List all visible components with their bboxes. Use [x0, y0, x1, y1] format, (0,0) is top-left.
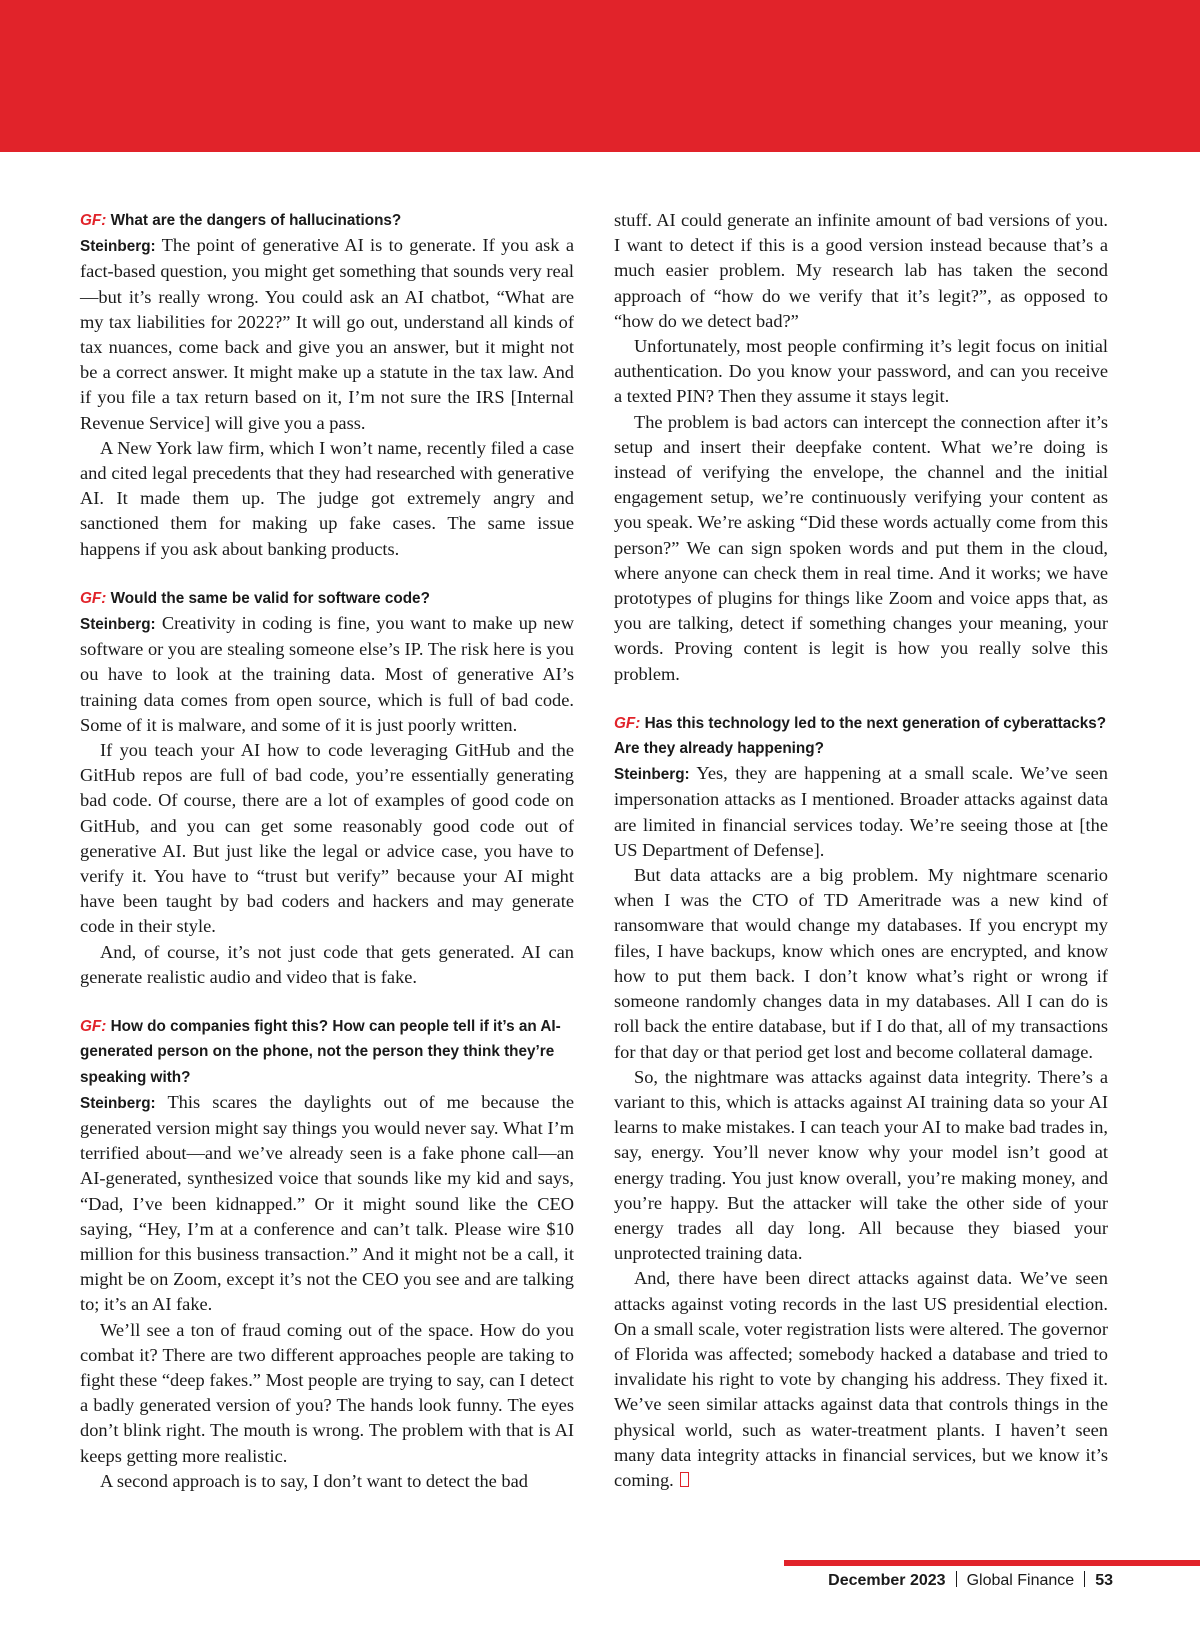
continued-answer	[614, 208, 1108, 687]
answer-paragraph: If you teach your AI how to code leveraging GitHub and the GitHub repos are full of bad code, you’re essentially generating bad code. Of course, there are a lot of examples of good code on GitHub, and you can get some reasonably good code out of generative AI. But just like the legal or advice case, you have to verify it. You have to “trust but verify” because your AI might have been taught by bad coders and hackers and may generate code in their style.	[80, 740, 574, 937]
answer-paragraph	[80, 233, 574, 436]
question-text: Would the same be valid for software code?	[110, 589, 430, 607]
paragraph-text: Yes, they are happening at a small scale. We’ve seen impersonation attacks as I mentioned. Broader attacks against data are limited in financial services today. We’re seeing those at [the US Department of Defense].	[614, 763, 1108, 860]
gf-label: GF:	[614, 714, 641, 732]
answer-paragraph: And, of course, it’s not just code that gets generated. AI can generate realistic audio and video that is fake.	[80, 941, 574, 987]
issue-date: December 2023	[828, 1572, 946, 1589]
paragraph-text: This scares the daylights out of me because the generated version might say things you would never say. What I’m terrified about—and we’ve already seen is a fake phone call—an AI-generated, synthesized voice that sounds like my kid and says, “Dad, I’ve been kidnapped.” Or it might sound like the CEO saying, “Hey, I’m at a conference and can’t talk. Please wire $10 million for this business transaction.” And it might not be a call, it might be on Zoom, except it’s not the CEO you see and are talking to; it’s an AI fake.	[80, 1091, 574, 1315]
gf-label: GF:	[80, 1018, 107, 1036]
page-number: 53	[1095, 1572, 1113, 1589]
speaker-label: Steinberg:	[80, 1094, 156, 1112]
answer-paragraph	[80, 611, 574, 738]
right-column	[614, 208, 1108, 1517]
answer-paragraph: A New York law firm, which I won’t name, recently filed a case and cited legal precedents that they had researched with generative AI. It made them up. The judge got extremely angry and sanctioned them for making up fake cases. The same issue happens if you ask about banking products.	[80, 437, 574, 559]
left-column	[80, 208, 574, 1518]
footer-divider	[956, 1571, 957, 1587]
answer-paragraph: stuff. AI could generate an infinite amount of bad versions of you. I want to detect if this is a good version instead because that’s a much easier problem. My research lab has taken the second approach of “how do we verify that it’s legit?”, as opposed to “how do we detect bad?”	[614, 210, 1108, 331]
answer-paragraph: The problem is bad actors can intercept the connection after it’s setup and insert their deepfake content. What we’re doing is instead of verifying the envelope, the channel and the initial engagement setup, we’re continuously verifying your content as you speak. We’re asking “Did these words actually come from this person?” We can sign spoken words and put them in the cloud, where anyone can check them in real time. And it works; we have prototypes of plugins for things like Zoom and voice apps that, as you are talking, detect if something changes your meaning, your words. Proving content is legit is how you really solve this problem.	[614, 411, 1108, 684]
question-text: Has this technology led to the next generation of cyberattacks? Are they already happening?	[614, 714, 1107, 758]
speaker-label: Steinberg:	[614, 766, 690, 784]
answer-paragraph: But data attacks are a big problem. My nightmare scenario when I was the CTO of TD Ameritrade was a new kind of ransomware that would change my databases. If you encrypt my files, I have backups, know which ones are encrypted, and know how to put them back. I don’t know what’s right or wrong if someone randomly changes data in my databases. All I can do is roll back the entire database, but if I do that, all of my transactions for that day or that period get lost and become collateral damage.	[614, 865, 1108, 1062]
page-footer	[828, 1570, 1113, 1592]
footer-divider	[1084, 1571, 1085, 1587]
answer-paragraph: Unfortunately, most people confirming it’s legit focus on initial authentication. Do you know your password, and can you receive a texted PIN? Then they assume it stays legit.	[614, 336, 1108, 407]
answer-paragraph: So, the nightmare was attacks against data integrity. There’s a variant to this, which is attacks against AI training data so your AI learns to make mistakes. I can teach your AI to make bad trades in, say, energy. You’ll never know why your model isn’t good at energy trading. You just know overall, you’re making money, and you’re happy. But the attacker will take the other side of your energy trades all day long. All because they biased your unprotected training data.	[614, 1066, 1108, 1264]
qa-section-2	[80, 586, 574, 990]
question-text: How do companies fight this? How can people tell if it’s an AI-generated person on the phone, not the person they think they’re speaking with?	[80, 1018, 561, 1086]
question	[80, 1014, 574, 1090]
gf-label: GF:	[80, 589, 107, 607]
end-of-article-icon	[680, 1472, 689, 1487]
answer-paragraph	[614, 1266, 1108, 1493]
qa-section-3	[80, 1014, 574, 1494]
publication-name: Global Finance	[966, 1572, 1075, 1589]
paragraph-text: The point of generative AI is to generate. If you ask a fact-based question, you might get something that sounds very real—but it’s really wrong. You could ask an AI chatbot, “What are my tax liabilities for 2022?” It will go out, understand all kinds of tax nuances, come back and give you an answer, but it might not be a correct answer. It might make up a statute in the tax law. And if you file a tax return based on it, I’m not sure the IRS [Internal Revenue Service] will give you a pass.	[80, 235, 575, 433]
answer-paragraph: A second approach is to say, I don’t want to detect the bad	[100, 1470, 528, 1491]
speaker-label: Steinberg:	[80, 238, 156, 256]
answer-paragraph	[614, 761, 1108, 863]
footer-red-rule	[784, 1560, 1200, 1566]
header-red-banner	[0, 0, 1200, 152]
speaker-label: Steinberg:	[80, 616, 156, 634]
question-text: What are the dangers of hallucinations?	[110, 212, 402, 229]
qa-section-1	[80, 208, 574, 562]
question	[80, 586, 574, 611]
qa-section-4	[614, 711, 1108, 1493]
question	[80, 208, 574, 233]
paragraph-text: And, there have been direct attacks against data. We’ve seen attacks against voting records in the last US presidential election. On a small scale, voter registration lists were altered. The governor of Florida was affected; somebody hacked a database and tried to invalidate his right to vote by changing his address. They fixed it. We’ve seen similar attacks against data that controls things in the physical world, such as water-treatment plants. I haven’t seen many data integrity attacks in financial services, but we know it’s coming.	[614, 1268, 1108, 1490]
paragraph-text: Creativity in coding is fine, you want to make up new software or you are stealing someone else’s IP. The risk here is you ou have to look at the training data. Most of generative AI’s training data comes from open source, which is full of bad code. Some of it is malware, and some of it is just poorly written.	[80, 613, 574, 735]
question	[614, 711, 1108, 761]
answer-paragraph	[80, 1090, 574, 1318]
answer-paragraph: We’ll see a ton of fraud coming out of the space. How do you combat it? There are two different approaches people are taking to fight these “deep fakes.” Most people are trying to say, can I detect a badly generated version of you? The hands look funny. The eyes don’t blink right. The mouth is wrong. The problem with that is AI keeps getting more realistic.	[80, 1319, 574, 1466]
gf-label: GF:	[80, 212, 107, 229]
